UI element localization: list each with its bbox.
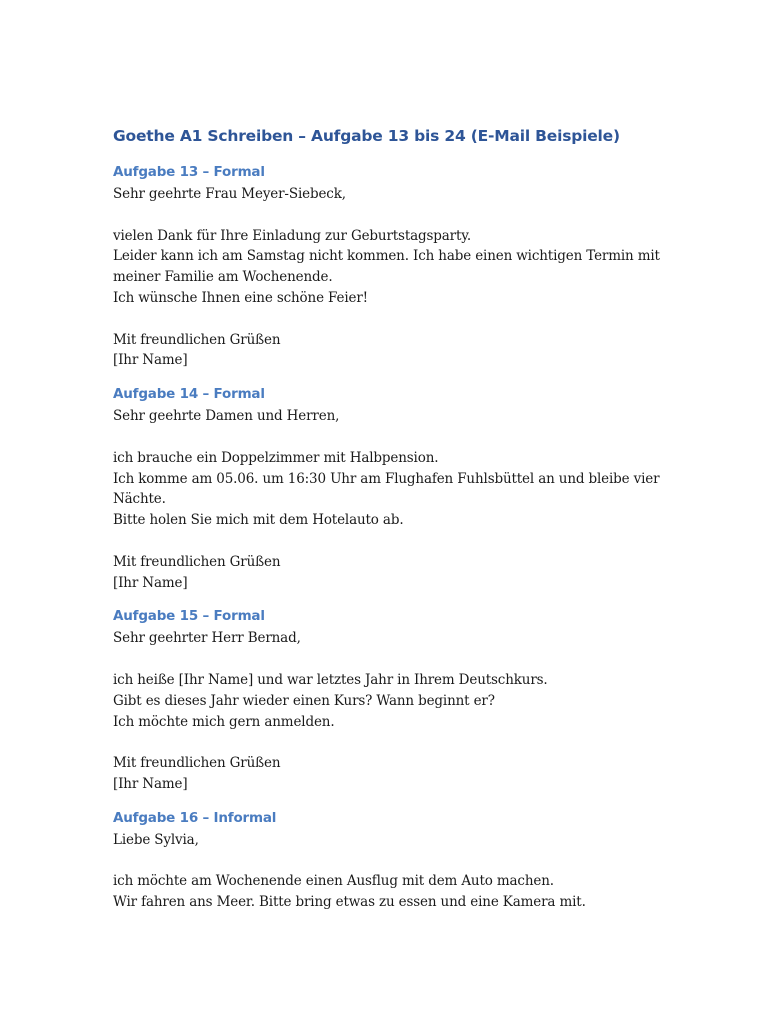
signature: [Ihr Name] xyxy=(113,574,188,591)
salutation: Sehr geehrte Damen und Herren, xyxy=(113,408,340,425)
blank-line xyxy=(113,309,653,330)
body-line: Leider kann ich am Samstag nicht kommen. Ich habe einen wichtigen Termin mit xyxy=(113,248,660,265)
body-line: meiner Familie am Wochenende. xyxy=(113,269,333,286)
salutation: Sehr geehrter Herr Bernad, xyxy=(113,630,301,647)
document-title: Goethe A1 Schreiben – Aufgabe 13 bis 24 (E-Mail Beispiele) xyxy=(113,127,620,145)
body-line: ich heiße [Ihr Name] und war letztes Jahr in Ihrem Deutschkurs. xyxy=(113,671,548,688)
body-line: Ich komme am 05.06. um 16:30 Uhr am Flughafen Fuhlsbüttel an und bleibe vier xyxy=(113,470,660,487)
salutation: Sehr geehrte Frau Meyer-Siebeck, xyxy=(113,186,346,202)
body-line: Ich möchte mich gern anmelden. xyxy=(113,713,335,730)
body-line: Wir fahren ans Meer. Bitte bring etwas zu essen und eine Kamera mit. xyxy=(113,894,586,911)
signature: [Ihr Name] xyxy=(113,352,188,369)
blank-line xyxy=(113,649,653,670)
document-page xyxy=(113,123,660,913)
blank-line xyxy=(113,732,653,753)
task-14 xyxy=(113,382,660,593)
blank-line xyxy=(113,205,653,226)
task-13 xyxy=(113,160,660,371)
closing: Mit freundlichen Grüßen xyxy=(113,331,281,348)
closing: Mit freundlichen Grüßen xyxy=(113,553,281,570)
blank-line xyxy=(113,851,653,872)
body-line: Nächte. xyxy=(113,491,166,508)
salutation: Liebe Sylvia, xyxy=(113,831,199,848)
task-heading: Aufgabe 13 – Formal xyxy=(113,164,265,180)
task-heading: Aufgabe 16 – Informal xyxy=(113,809,277,826)
body-line: ich brauche ein Doppelzimmer mit Halbpension. xyxy=(113,449,439,466)
task-heading: Aufgabe 15 – Formal xyxy=(113,608,265,625)
task-15 xyxy=(113,604,653,794)
body-line: Ich wünsche Ihnen eine schöne Feier! xyxy=(113,289,368,306)
closing: Mit freundlichen Grüßen xyxy=(113,755,281,772)
signature: [Ihr Name] xyxy=(113,775,188,792)
body-line: Bitte holen Sie mich mit dem Hotelauto ab. xyxy=(113,512,404,529)
blank-line xyxy=(113,531,653,552)
body-line: Gibt es dieses Jahr wieder einen Kurs? Wann beginnt er? xyxy=(113,692,495,709)
task-16 xyxy=(113,806,653,913)
body-line: ich möchte am Wochenende einen Ausflug mit dem Auto machen. xyxy=(113,873,554,890)
task-heading: Aufgabe 14 – Formal xyxy=(113,386,265,403)
body-line: vielen Dank für Ihre Einladung zur Geburtstagsparty. xyxy=(113,227,472,244)
blank-line xyxy=(113,427,653,448)
